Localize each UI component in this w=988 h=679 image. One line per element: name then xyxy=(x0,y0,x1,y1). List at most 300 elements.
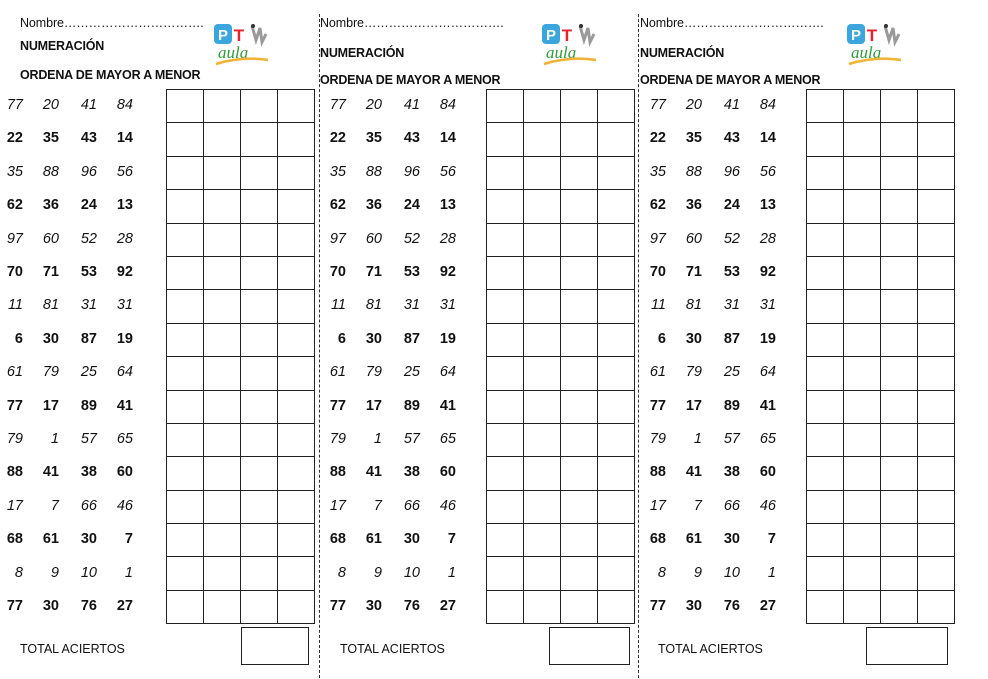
answer-cell[interactable] xyxy=(487,423,524,456)
answer-cell[interactable] xyxy=(561,123,598,156)
number-value: 36 xyxy=(685,197,702,214)
answer-cell[interactable] xyxy=(487,223,524,256)
answer-cell[interactable] xyxy=(844,357,881,390)
number-value: 14 xyxy=(116,130,133,147)
answer-cell[interactable] xyxy=(241,156,278,189)
answer-cell[interactable] xyxy=(278,390,315,423)
number-value: 61 xyxy=(6,364,23,381)
answer-cell[interactable] xyxy=(807,190,844,223)
answer-cell[interactable] xyxy=(807,156,844,189)
answer-cell[interactable] xyxy=(881,256,918,289)
answer-cell[interactable] xyxy=(807,90,844,123)
answer-cell[interactable] xyxy=(918,557,955,590)
answer-cell[interactable] xyxy=(204,156,241,189)
answer-cell[interactable] xyxy=(918,90,955,123)
answer-cell[interactable] xyxy=(278,290,315,323)
number-value: 66 xyxy=(403,497,420,514)
answer-cell[interactable] xyxy=(524,90,561,123)
answer-cell[interactable] xyxy=(487,323,524,356)
answer-cell[interactable] xyxy=(241,390,278,423)
answer-cell[interactable] xyxy=(167,190,204,223)
answer-cell[interactable] xyxy=(918,490,955,523)
number-value: 43 xyxy=(723,130,740,147)
answer-cell[interactable] xyxy=(918,390,955,423)
answer-cell[interactable] xyxy=(278,323,315,356)
answer-cell[interactable] xyxy=(918,423,955,456)
answer-cell[interactable] xyxy=(487,557,524,590)
answer-cell[interactable] xyxy=(881,557,918,590)
answer-cell[interactable] xyxy=(881,156,918,189)
answer-cell[interactable] xyxy=(881,457,918,490)
answer-cell[interactable] xyxy=(278,423,315,456)
answer-cell[interactable] xyxy=(881,357,918,390)
answer-cell[interactable] xyxy=(204,223,241,256)
number-row xyxy=(640,289,790,322)
answer-cell[interactable] xyxy=(844,524,881,557)
worksheet-column xyxy=(320,0,640,679)
answer-cell[interactable] xyxy=(524,256,561,289)
answer-cell[interactable] xyxy=(167,590,204,623)
total-label: TOTAL ACIERTOS xyxy=(658,642,763,656)
answer-cell[interactable] xyxy=(524,156,561,189)
answer-cell[interactable] xyxy=(598,223,635,256)
answer-cell[interactable] xyxy=(487,390,524,423)
number-value: 31 xyxy=(80,297,97,314)
answer-cell[interactable] xyxy=(918,323,955,356)
number-row xyxy=(320,356,470,389)
answer-cell[interactable] xyxy=(881,590,918,623)
number-value: 53 xyxy=(80,264,97,280)
number-row xyxy=(320,323,470,356)
number-value: 17 xyxy=(365,397,382,414)
number-value: 61 xyxy=(649,364,666,381)
number-row xyxy=(0,289,150,322)
answer-cell[interactable] xyxy=(918,457,955,490)
number-value: 14 xyxy=(439,130,456,147)
answer-cell[interactable] xyxy=(241,190,278,223)
number-value: 25 xyxy=(80,364,97,381)
number-value: 68 xyxy=(649,531,666,548)
answer-cell[interactable] xyxy=(844,457,881,490)
number-value: 19 xyxy=(759,330,776,347)
answer-cell[interactable] xyxy=(241,256,278,289)
answer-cell[interactable] xyxy=(487,524,524,557)
answer-cell[interactable] xyxy=(524,123,561,156)
answer-cell[interactable] xyxy=(561,256,598,289)
answer-cell[interactable] xyxy=(524,457,561,490)
number-value: 56 xyxy=(439,163,456,180)
answer-cell[interactable] xyxy=(487,590,524,623)
number-value: 53 xyxy=(403,264,420,280)
number-row xyxy=(640,490,790,523)
answer-cell[interactable] xyxy=(598,290,635,323)
number-row xyxy=(320,490,470,523)
answer-cell[interactable] xyxy=(204,557,241,590)
answer-cell[interactable] xyxy=(598,90,635,123)
answer-cell[interactable] xyxy=(598,357,635,390)
answer-cell[interactable] xyxy=(487,190,524,223)
number-value: 9 xyxy=(50,564,59,581)
number-value: 9 xyxy=(693,564,702,581)
number-row xyxy=(320,89,470,122)
answer-cell[interactable] xyxy=(844,90,881,123)
number-value: 30 xyxy=(365,330,382,347)
number-row xyxy=(320,156,470,189)
number-value: 77 xyxy=(329,97,346,113)
answer-cell[interactable] xyxy=(204,457,241,490)
answer-cell[interactable] xyxy=(807,423,844,456)
number-value: 77 xyxy=(329,397,346,414)
number-value: 64 xyxy=(759,364,776,381)
answer-cell[interactable] xyxy=(807,256,844,289)
number-value: 1 xyxy=(124,564,133,581)
answer-cell[interactable] xyxy=(561,90,598,123)
answer-cell[interactable] xyxy=(844,590,881,623)
number-row xyxy=(0,156,150,189)
answer-cell[interactable] xyxy=(241,524,278,557)
number-value: 36 xyxy=(365,197,382,214)
answer-cell[interactable] xyxy=(918,156,955,189)
answer-cell[interactable] xyxy=(241,90,278,123)
number-value: 41 xyxy=(723,97,740,113)
answer-cell[interactable] xyxy=(561,490,598,523)
number-value: 1 xyxy=(693,431,702,447)
answer-cell[interactable] xyxy=(598,123,635,156)
answer-cell[interactable] xyxy=(167,457,204,490)
answer-cell[interactable] xyxy=(241,457,278,490)
answer-cell[interactable] xyxy=(241,557,278,590)
number-row xyxy=(640,323,790,356)
number-row xyxy=(640,523,790,556)
number-value: 81 xyxy=(42,297,59,314)
svg-text:T: T xyxy=(561,26,573,45)
answer-cell[interactable] xyxy=(278,457,315,490)
answer-cell[interactable] xyxy=(167,490,204,523)
number-value: 88 xyxy=(329,464,346,481)
answer-cell[interactable] xyxy=(598,390,635,423)
total-score-box[interactable] xyxy=(866,627,948,665)
answer-cell[interactable] xyxy=(167,557,204,590)
answer-cell[interactable] xyxy=(561,590,598,623)
answer-cell[interactable] xyxy=(844,223,881,256)
answer-cell[interactable] xyxy=(204,423,241,456)
answer-cell[interactable] xyxy=(881,490,918,523)
answer-cell[interactable] xyxy=(278,90,315,123)
number-value: 56 xyxy=(759,163,776,180)
answer-cell[interactable] xyxy=(278,490,315,523)
answer-cell[interactable] xyxy=(881,123,918,156)
answer-cell[interactable] xyxy=(524,490,561,523)
answer-cell[interactable] xyxy=(561,524,598,557)
answer-cell[interactable] xyxy=(167,90,204,123)
answer-cell[interactable] xyxy=(524,390,561,423)
answer-cell[interactable] xyxy=(167,390,204,423)
number-value: 76 xyxy=(723,598,740,614)
answer-cell[interactable] xyxy=(561,190,598,223)
number-value: 71 xyxy=(42,264,59,280)
answer-cell[interactable] xyxy=(487,457,524,490)
answer-cell[interactable] xyxy=(241,123,278,156)
answer-cell[interactable] xyxy=(524,190,561,223)
number-value: 77 xyxy=(649,598,666,614)
number-value: 88 xyxy=(649,464,666,481)
number-value: 9 xyxy=(373,564,382,581)
answer-cell[interactable] xyxy=(241,490,278,523)
answer-cell[interactable] xyxy=(561,423,598,456)
answer-cell[interactable] xyxy=(918,223,955,256)
number-value: 30 xyxy=(685,598,702,614)
number-value: 31 xyxy=(439,297,456,314)
answer-cell[interactable] xyxy=(918,290,955,323)
answer-cell[interactable] xyxy=(881,190,918,223)
answer-cell[interactable] xyxy=(807,557,844,590)
answer-cell[interactable] xyxy=(241,423,278,456)
answer-cell[interactable] xyxy=(561,390,598,423)
number-value: 96 xyxy=(80,163,97,180)
total-label: TOTAL ACIERTOS xyxy=(340,642,445,656)
answer-cell[interactable] xyxy=(844,190,881,223)
number-value: 1 xyxy=(373,431,382,447)
total-score-box[interactable] xyxy=(549,627,630,665)
number-value: 30 xyxy=(42,598,59,614)
answer-cell[interactable] xyxy=(204,290,241,323)
number-value: 20 xyxy=(365,97,382,113)
answer-cell[interactable] xyxy=(918,524,955,557)
answer-cell[interactable] xyxy=(524,590,561,623)
total-score-box[interactable] xyxy=(241,627,309,665)
number-value: 11 xyxy=(330,297,346,314)
answer-cell[interactable] xyxy=(918,123,955,156)
answer-cell[interactable] xyxy=(278,190,315,223)
answer-cell[interactable] xyxy=(524,557,561,590)
number-value: 14 xyxy=(759,130,776,147)
number-value: 7 xyxy=(50,497,59,514)
answer-cell[interactable] xyxy=(278,524,315,557)
number-value: 41 xyxy=(759,397,776,414)
answer-cell[interactable] xyxy=(487,156,524,189)
answer-cell[interactable] xyxy=(807,323,844,356)
answer-cell[interactable] xyxy=(598,156,635,189)
answer-cell[interactable] xyxy=(167,290,204,323)
answer-cell[interactable] xyxy=(204,490,241,523)
answer-cell[interactable] xyxy=(881,90,918,123)
answer-cell[interactable] xyxy=(807,123,844,156)
answer-cell[interactable] xyxy=(807,290,844,323)
answer-cell[interactable] xyxy=(844,123,881,156)
answer-cell[interactable] xyxy=(598,557,635,590)
answer-cell[interactable] xyxy=(487,490,524,523)
number-row xyxy=(0,490,150,523)
answer-cell[interactable] xyxy=(167,323,204,356)
number-value: 35 xyxy=(649,163,666,180)
answer-cell[interactable] xyxy=(807,457,844,490)
answer-cell[interactable] xyxy=(598,524,635,557)
answer-cell[interactable] xyxy=(278,557,315,590)
answer-cell[interactable] xyxy=(241,357,278,390)
number-value: 8 xyxy=(657,564,666,581)
answer-cell[interactable] xyxy=(561,357,598,390)
answer-cell[interactable] xyxy=(598,457,635,490)
answer-cell[interactable] xyxy=(487,256,524,289)
answer-cell[interactable] xyxy=(807,357,844,390)
instruction: ORDENA DE MAYOR A MENOR xyxy=(640,73,821,87)
number-value: 11 xyxy=(7,297,23,314)
name-line[interactable]: Nombre……………………………. xyxy=(320,16,504,30)
answer-cell[interactable] xyxy=(167,223,204,256)
number-value: 6 xyxy=(657,330,666,347)
answer-cell[interactable] xyxy=(598,256,635,289)
answer-cell[interactable] xyxy=(881,524,918,557)
answer-cell[interactable] xyxy=(561,223,598,256)
number-value: 77 xyxy=(6,598,23,614)
answer-cell[interactable] xyxy=(881,390,918,423)
answer-cell[interactable] xyxy=(241,290,278,323)
number-value: 66 xyxy=(80,497,97,514)
answer-grid xyxy=(806,89,955,624)
answer-cell[interactable] xyxy=(561,156,598,189)
answer-cell[interactable] xyxy=(561,290,598,323)
number-value: 28 xyxy=(439,230,456,247)
answer-cell[interactable] xyxy=(278,223,315,256)
answer-cell[interactable] xyxy=(881,223,918,256)
number-value: 81 xyxy=(365,297,382,314)
answer-cell[interactable] xyxy=(241,223,278,256)
answer-cell[interactable] xyxy=(807,524,844,557)
answer-cell[interactable] xyxy=(844,290,881,323)
answer-cell[interactable] xyxy=(807,223,844,256)
worksheet-column xyxy=(0,0,320,679)
answer-cell[interactable] xyxy=(807,390,844,423)
answer-cell[interactable] xyxy=(598,423,635,456)
answer-cell[interactable] xyxy=(204,323,241,356)
number-row xyxy=(640,89,790,122)
answer-cell[interactable] xyxy=(524,223,561,256)
number-value: 35 xyxy=(329,163,346,180)
number-value: 30 xyxy=(365,598,382,614)
answer-cell[interactable] xyxy=(241,590,278,623)
number-row xyxy=(0,122,150,155)
answer-cell[interactable] xyxy=(844,323,881,356)
answer-cell[interactable] xyxy=(204,590,241,623)
answer-cell[interactable] xyxy=(167,524,204,557)
number-value: 46 xyxy=(759,497,776,514)
number-value: 35 xyxy=(365,130,382,147)
answer-cell[interactable] xyxy=(278,357,315,390)
number-row xyxy=(0,456,150,489)
number-value: 25 xyxy=(403,364,420,381)
answer-cell[interactable] xyxy=(204,390,241,423)
number-value: 1 xyxy=(447,564,456,581)
answer-cell[interactable] xyxy=(844,156,881,189)
number-value: 30 xyxy=(685,330,702,347)
number-row xyxy=(0,323,150,356)
answer-cell[interactable] xyxy=(598,190,635,223)
answer-cell[interactable] xyxy=(524,290,561,323)
answer-cell[interactable] xyxy=(524,357,561,390)
number-value: 1 xyxy=(50,431,59,447)
number-value: 92 xyxy=(439,264,456,280)
answer-cell[interactable] xyxy=(487,357,524,390)
answer-cell[interactable] xyxy=(167,357,204,390)
number-row xyxy=(320,122,470,155)
answer-cell[interactable] xyxy=(167,256,204,289)
answer-cell[interactable] xyxy=(807,490,844,523)
number-row xyxy=(640,122,790,155)
number-row xyxy=(640,223,790,256)
answer-cell[interactable] xyxy=(241,323,278,356)
answer-cell[interactable] xyxy=(844,390,881,423)
answer-cell[interactable] xyxy=(204,357,241,390)
answer-cell[interactable] xyxy=(167,423,204,456)
answer-cell[interactable] xyxy=(204,90,241,123)
number-row xyxy=(640,356,790,389)
answer-cell[interactable] xyxy=(881,290,918,323)
number-row xyxy=(0,390,150,423)
answer-cell[interactable] xyxy=(844,423,881,456)
answer-cell[interactable] xyxy=(204,123,241,156)
answer-cell[interactable] xyxy=(524,323,561,356)
name-line[interactable]: Nombre……………………………. xyxy=(20,16,204,30)
answer-cell[interactable] xyxy=(487,123,524,156)
number-value: 52 xyxy=(403,230,420,247)
number-value: 52 xyxy=(80,230,97,247)
answer-cell[interactable] xyxy=(598,590,635,623)
number-row xyxy=(640,156,790,189)
answer-cell[interactable] xyxy=(844,557,881,590)
answer-cell[interactable] xyxy=(881,323,918,356)
answer-cell[interactable] xyxy=(918,256,955,289)
number-row xyxy=(640,590,790,623)
answer-cell[interactable] xyxy=(524,524,561,557)
number-value: 13 xyxy=(116,197,133,214)
answer-cell[interactable] xyxy=(487,290,524,323)
answer-cell[interactable] xyxy=(598,490,635,523)
number-value: 81 xyxy=(685,297,702,314)
answer-cell[interactable] xyxy=(487,90,524,123)
number-row xyxy=(640,557,790,590)
answer-cell[interactable] xyxy=(918,590,955,623)
number-value: 60 xyxy=(116,464,133,481)
answer-cell[interactable] xyxy=(278,123,315,156)
number-row xyxy=(640,390,790,423)
answer-cell[interactable] xyxy=(167,156,204,189)
answer-cell[interactable] xyxy=(918,357,955,390)
answer-cell[interactable] xyxy=(278,156,315,189)
answer-cell[interactable] xyxy=(524,423,561,456)
answer-cell[interactable] xyxy=(561,457,598,490)
answer-cell[interactable] xyxy=(881,423,918,456)
answer-cell[interactable] xyxy=(561,323,598,356)
answer-cell[interactable] xyxy=(278,590,315,623)
number-value: 25 xyxy=(723,364,740,381)
answer-cell[interactable] xyxy=(204,256,241,289)
answer-cell[interactable] xyxy=(278,256,315,289)
name-line[interactable]: Nombre……………………………. xyxy=(640,16,824,30)
number-value: 27 xyxy=(439,598,456,614)
answer-cell[interactable] xyxy=(807,590,844,623)
number-value: 38 xyxy=(723,464,740,481)
answer-cell[interactable] xyxy=(204,190,241,223)
answer-cell[interactable] xyxy=(598,323,635,356)
answer-cell[interactable] xyxy=(204,524,241,557)
answer-cell[interactable] xyxy=(918,190,955,223)
answer-cell[interactable] xyxy=(561,557,598,590)
number-value: 30 xyxy=(42,330,59,347)
answer-cell[interactable] xyxy=(844,490,881,523)
answer-cell[interactable] xyxy=(844,256,881,289)
answer-cell[interactable] xyxy=(167,123,204,156)
number-row xyxy=(0,356,150,389)
